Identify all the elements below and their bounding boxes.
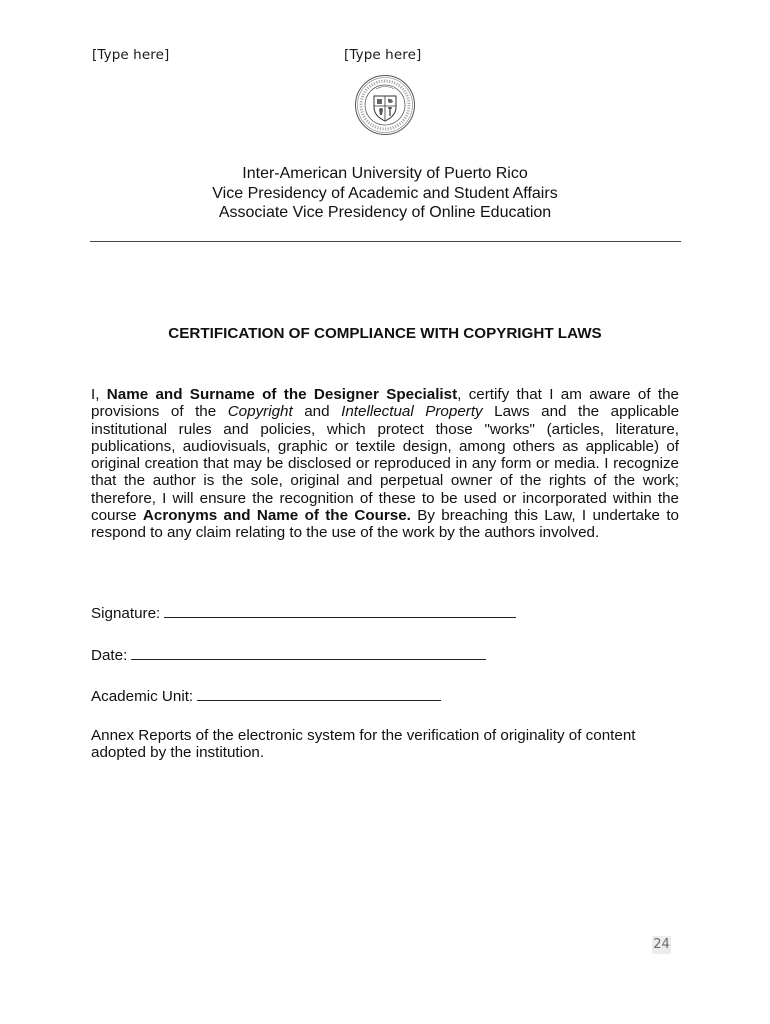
signature-label: Signature:: [91, 605, 161, 622]
signature-line[interactable]: [164, 603, 516, 618]
annex-note: Annex Reports of the electronic system for the verification of originality of content adopted by the institution.: [91, 727, 636, 762]
designer-name: Name and Surname of the Designer Specialist: [106, 386, 458, 403]
course-name: Acronyms and Name of the Course.: [142, 507, 411, 525]
date-label: Date:: [91, 647, 128, 664]
intellectual-property-term: Intellectual Property: [341, 403, 483, 421]
academic-unit-label: Academic Unit:: [91, 688, 194, 705]
institution-name: Inter-American University of Puerto Rico: [242, 165, 528, 182]
header-divider: [90, 241, 681, 242]
institution-heading: [90, 164, 680, 223]
header-placeholder-center[interactable]: [Type here]: [344, 47, 422, 63]
signature-field: [91, 603, 516, 622]
copyright-term: Copyright: [227, 403, 293, 421]
header-placeholder-left[interactable]: [Type here]: [92, 47, 170, 63]
certification-paragraph: I, Name and Surname of the Designer Specialist, certify that I am aware of the provisions of the Copyright and Intellectual Property Laws and the applicable institutional rules and policies, which protect those "works" (articles, literature, publications, audiovisuals, graphic or textile design, among others as applicable) of original creation that may be disclosed or reproduced in any form or media. I recognize that the author is the sole, original and perpetual owner of the rights of the work; therefore, I will ensure the recognition of these to be used or incorporated within the course Acronyms and Name of the Course. By breaching this Law, I undertake to respond to any claim relating to the use of the work by the authors involved.: [91, 386, 680, 542]
page-number: 24: [653, 937, 670, 952]
vice-presidency: Vice Presidency of Academic and Student Affairs: [212, 184, 558, 202]
document-title: CERTIFICATION OF COMPLIANCE WITH COPYRIGHT LAWS: [168, 325, 602, 342]
date-field: [91, 645, 486, 664]
university-seal-icon: [354, 74, 416, 136]
academic-unit-field: [91, 686, 441, 705]
academic-unit-line[interactable]: [197, 686, 441, 701]
date-line[interactable]: [131, 645, 486, 660]
associate-vice-presidency: Associate Vice Presidency of Online Education: [218, 204, 552, 221]
